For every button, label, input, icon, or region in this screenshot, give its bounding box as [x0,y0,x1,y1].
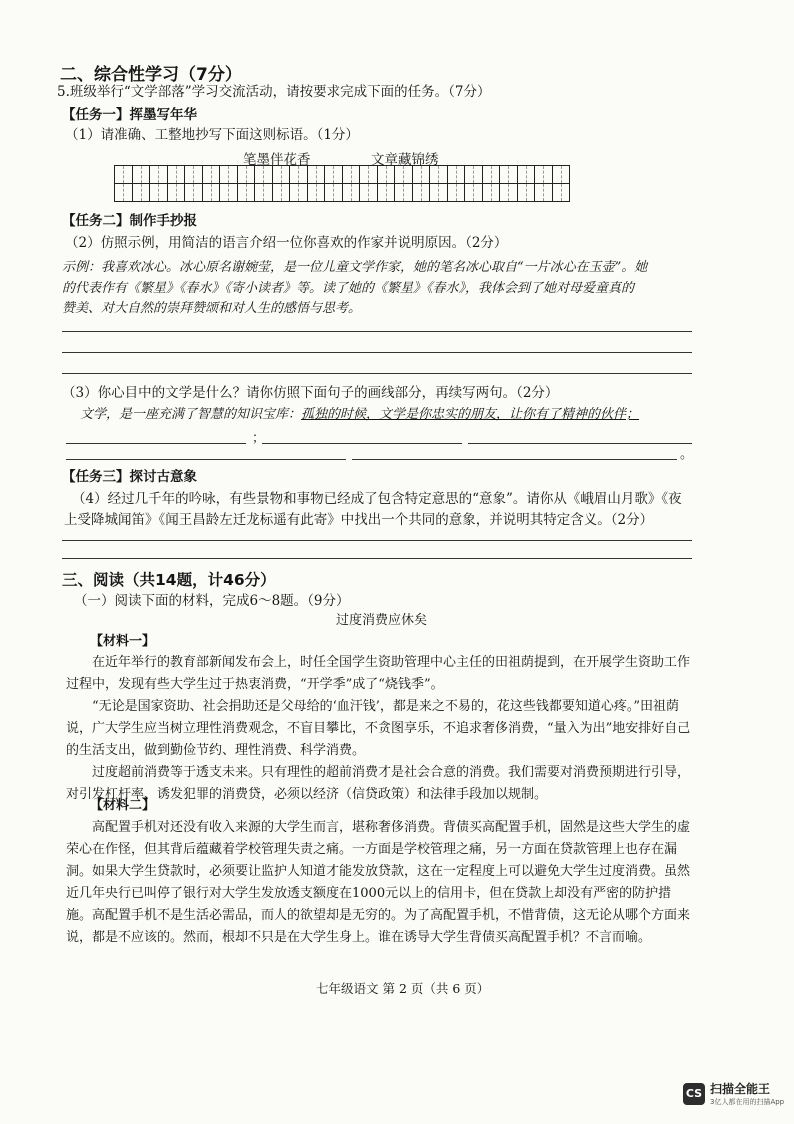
answer-line-2a[interactable] [62,331,692,332]
question-5: 5.班级举行“文学部落”学习交流活动，请按要求完成下面的任务。（7分） [57,84,491,100]
material-1-label: 【材料一】 [90,634,156,649]
literature-sentence [80,406,639,424]
material-1-paragraph-3: 过度超前消费等于透支未来。只有理性的超前消费才是社会合意的消费。我们需要对消费预期进行引导，对引发杠杆率、诱发犯罪的消费贷，必须以经济（信贷政策）和法律手段加以规制。 [66,765,691,802]
blank-3c[interactable] [468,443,692,444]
blank-sep-1: ； [252,431,266,446]
question-3: （3）你心目中的文学是什么？请你仿照下面句子的画线部分，再续写两句。（2分） [62,385,559,401]
page-footer: 七年级语文 第 2 页（共 6 页） [316,981,490,996]
blank-sep-2: 。 [680,447,694,462]
answer-line-4b[interactable] [62,558,692,559]
material-2-paragraph-1: 高配置手机对还没有收入来源的大学生而言，堪称奢侈消费。背债买高配置手机，固然是这些大学生的虚荣心在作怪，但其背后蕴藏着学校管理失责之痛。一方面是学校管理之痛，另一方面在贷款管理上也存在漏洞。如果大学生贷款时，必须要让监护人知道才能发放贷款，这在一定程度上可以避免大学生过度消费。虽然近几年央行已叫停了银行对大学生发放透支额度在1000元以上的信用卡，但在贷款上却没有严密的防护措施。高配置手机不是生活必需品，而人的欲望却是无穷的。为了高配置手机，不惜背债，这无论从哪个方面来说，都是不应该的。然而，根却不只是在大学生身上。谁在诱导大学生背债买高配置手机？不言而喻。 [66,820,691,945]
answer-line-2c[interactable] [62,373,692,374]
material-1-body [66,652,696,806]
task-3-title: 【任务三】探讨古意象 [62,469,197,485]
blank-3d[interactable] [66,459,346,460]
watermark-name: 扫描全能王 [710,1082,771,1096]
example-line-3: 赞美、对大自然的崇拜赞颂和对人生的感悟与思考。 [62,301,362,316]
watermark-tagline: 3亿人都在用的扫描App [710,1098,785,1106]
question-1: （1）请准确、工整地抄写下面这则标语。（1分） [65,127,359,143]
article-title: 过度消费应休矣 [336,613,428,628]
sentence-underlined: 孤独的时候，文学是你忠实的朋友，让你有了精神的伙伴； [301,407,640,422]
question-4-line-1: （4）经过几千年的吟咏，有些景物和事物已经成了包含特定意思的“意象”。请你从《峨眉山月歌》《夜 [72,491,682,507]
material-2-body [66,817,696,949]
material-2-label: 【材料二】 [90,798,156,813]
question-4-line-2: 上受降城闻笛》《闻王昌龄左迁龙标遥有此寄》中找出一个共同的意象，并说明其特定含义。（2分） [64,512,654,528]
scanner-watermark [683,1080,784,1107]
material-1-paragraph-2: “无论是国家资助、社会捐助还是父母给的‘血汗钱’，都是来之不易的，花这些钱都要知道心疼。”田祖荫说，广大学生应当树立理性消费观念，不盲目攀比，不贪图享乐，不追求奢侈消费，“量入为出”地安排好自己的生活支出，做到勤俭节约、理性消费、科学消费。 [66,699,691,758]
answer-line-4a[interactable] [62,540,692,541]
blank-3b[interactable] [262,443,462,444]
sentence-plain: 文学，是一座充满了智慧的知识宝库： [80,407,302,422]
cs-logo-icon: CS [683,1083,705,1105]
material-1-paragraph-1: 在近年举行的教育部新闻发布会上，时任全国学生资助管理中心主任的田祖荫提到，在开展学生资助工作过程中，发现有些大学生过于热衷消费，“开学季”成了“烧钱季”。 [66,655,691,692]
section-2-heading: 二、综合性学习（7分） [60,65,242,85]
section-3-heading: 三、阅读（共14题，计46分） [62,571,276,589]
answer-line-2b[interactable] [62,352,692,353]
slogan-part-b: 文章藏锦绣 [371,152,439,168]
slogan-part-a: 笔墨伴花香 [243,152,311,168]
task-1-title: 【任务一】挥墨写年华 [62,107,197,123]
example-line-1: 示例：我喜欢冰心。冰心原名谢婉莹，是一位儿童文学作家，她的笔名冰心取自“一片冰心在玉壶”。她 [62,260,648,275]
blank-3e[interactable] [352,459,677,460]
handwriting-grid[interactable] [114,165,570,202]
example-line-2: 的代表作有《繁星》《春水》《寄小读者》等。读了她的《繁星》《春水》，我体会到了她对母爱童真的 [62,281,635,296]
task-2-title: 【任务二】制作手抄报 [62,213,197,229]
question-2: （2）仿照示例，用简洁的语言介绍一位你喜欢的作家并说明原因。（2分） [65,235,508,251]
blank-3a[interactable] [66,443,246,444]
part-1-instruction: （一）阅读下面的材料，完成6～8题。（9分） [74,593,350,609]
